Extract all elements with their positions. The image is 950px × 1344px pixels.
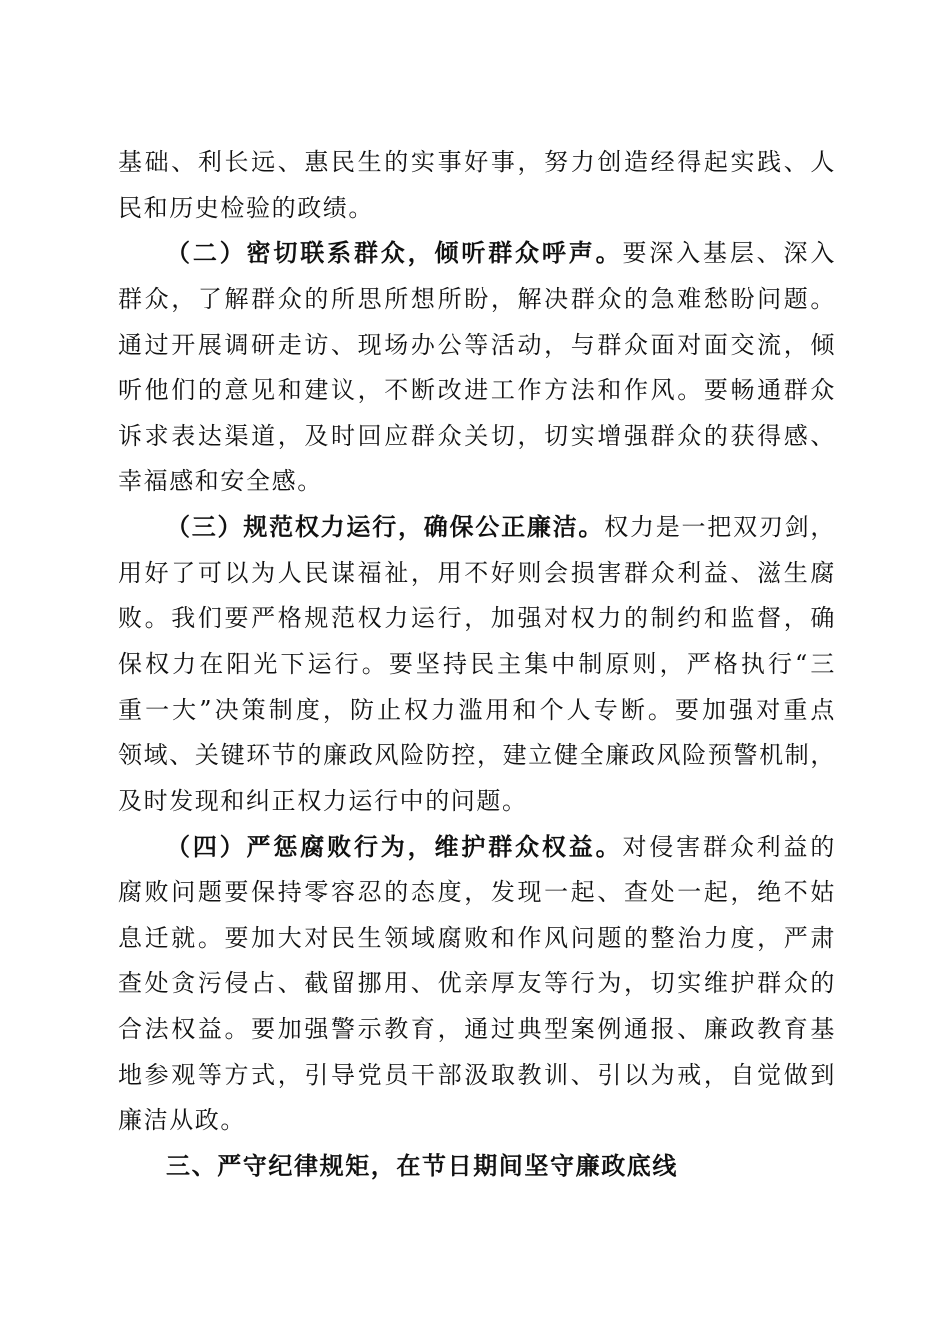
paragraph-line: 腐败问题要保持零容忍的态度，发现一起、查处一起，绝不姑 — [118, 878, 836, 906]
paragraph-line: 败。我们要严格规范权力运行，加强对权力的制约和监督，确 — [118, 604, 836, 632]
paragraph-first-line — [166, 825, 836, 869]
paragraph-line: 地参观等方式，引导党员干部汲取教训、引以为戒，自觉做到 — [118, 1061, 836, 1089]
paragraph-text: 要深入基层、深入 — [622, 239, 836, 267]
paragraph-lead-heading: （三）规范权力运行，确保公正廉洁。 — [166, 512, 605, 541]
paragraph-line: 基础、利长远、惠民生的实事好事，努力创造经得起实践、人 — [118, 148, 836, 176]
paragraph-line: 保权力在阳光下运行。要坚持民主集中制原则，严格执行“三 — [118, 650, 836, 678]
paragraph-first-line — [166, 231, 836, 275]
paragraph-line: 群众，了解群众的所思所想所盼，解决群众的急难愁盼问题。 — [118, 285, 836, 313]
paragraph-text: 对侵害群众利益的 — [622, 833, 836, 861]
paragraph-line: 用好了可以为人民谋福祉，用不好则会损害群众利益、滋生腐 — [118, 559, 836, 587]
paragraph-text: 权力是一把双刃剑， — [604, 513, 836, 541]
paragraph-line: 民和历史检验的政绩。 — [118, 194, 374, 222]
paragraph-first-line — [166, 505, 836, 549]
paragraph-line: 幸福感和安全感。 — [118, 467, 323, 495]
paragraph-line: 诉求表达渠道，及时回应群众关切，切实增强群众的获得感、 — [118, 422, 836, 450]
section-heading: 三、严守纪律规矩，在节日期间坚守廉政底线 — [166, 1152, 678, 1180]
paragraph-line: 查处贪污侵占、截留挪用、优亲厚友等行为，切实维护群众的 — [118, 969, 836, 997]
paragraph-lead-heading: （二）密切联系群众，倾听群众呼声。 — [166, 238, 623, 267]
paragraph-line: 合法权益。要加强警示教育，通过典型案例通报、廉政教育基 — [118, 1015, 836, 1043]
paragraph-line: 及时发现和纠正权力运行中的问题。 — [118, 787, 528, 815]
paragraph-line: 通过开展调研走访、现场办公等活动，与群众面对面交流，倾 — [118, 331, 836, 359]
paragraph-line: 领域、关键环节的廉政风险防控，建立健全廉政风险预警机制， — [118, 741, 836, 769]
paragraph-line: 廉洁从政。 — [118, 1106, 246, 1134]
paragraph-line: 听他们的意见和建议，不断改进工作方法和作风。要畅通群众 — [118, 376, 836, 404]
paragraph-line: 息迁就。要加大对民生领域腐败和作风问题的整治力度，严肃 — [118, 924, 836, 952]
paragraph-line: 重一大”决策制度，防止权力滥用和个人专断。要加强对重点 — [118, 696, 836, 724]
paragraph-lead-heading: （四）严惩腐败行为，维护群众权益。 — [166, 832, 623, 861]
